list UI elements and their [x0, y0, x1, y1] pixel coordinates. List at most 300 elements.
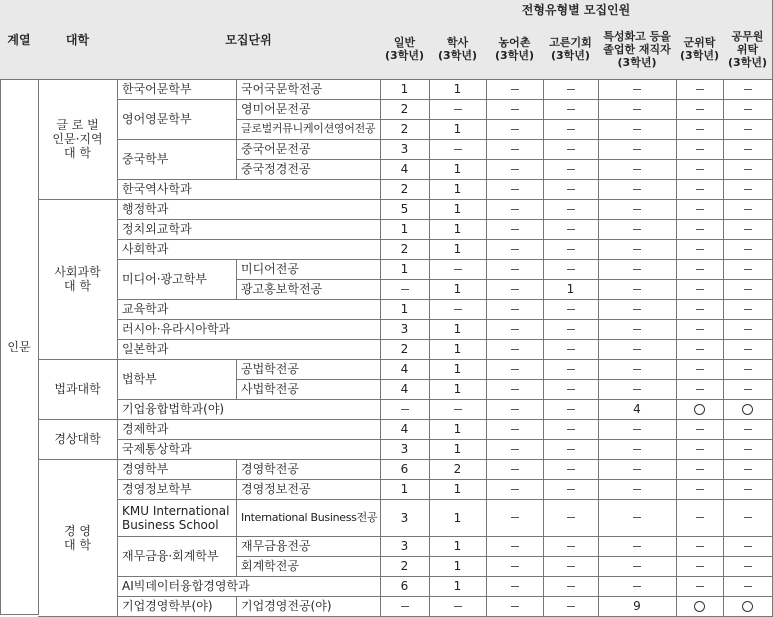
dash-mark — [511, 586, 519, 587]
value-r13-c5 — [676, 339, 724, 360]
value-r10-c1-text: 1 — [453, 282, 462, 296]
value-r23-c2 — [486, 556, 544, 577]
value-r13-c1 — [429, 339, 487, 360]
dash-mark — [567, 546, 575, 547]
value-r6-c6 — [723, 199, 773, 220]
major-20-text: 경영정보전공 — [241, 482, 311, 496]
dept-13 — [117, 339, 381, 360]
value-r6-c4 — [598, 199, 677, 220]
dash-mark — [511, 349, 519, 350]
dash-mark — [511, 329, 519, 330]
value-r16-c2 — [486, 399, 544, 420]
dash-mark — [567, 189, 575, 190]
dash-mark — [633, 586, 641, 587]
value-r19-c1-text: 2 — [453, 462, 462, 476]
dash-mark — [744, 429, 752, 430]
value-r15-c3 — [543, 379, 599, 400]
value-r7-c0 — [380, 219, 430, 240]
dash-mark — [744, 89, 752, 90]
value-r11-c2 — [486, 299, 544, 320]
dept-6 — [117, 199, 381, 220]
value-r17-c3 — [543, 419, 599, 440]
header-col-3-text: 고른기회 (3학년) — [549, 36, 592, 62]
dash-mark — [454, 109, 462, 110]
dept-13-text: 일본학과 — [122, 342, 169, 356]
value-r9-c3 — [543, 259, 599, 280]
value-r16-c1 — [429, 399, 487, 420]
value-r11-c3 — [543, 299, 599, 320]
value-r12-c4 — [598, 319, 677, 340]
value-r22-c3 — [543, 536, 599, 557]
dash-mark — [567, 249, 575, 250]
dept-8-text: 사회학과 — [122, 242, 169, 256]
dash-mark — [454, 149, 462, 150]
dash-mark — [454, 309, 462, 310]
value-r18-c3 — [543, 439, 599, 460]
value-r19-c5 — [676, 459, 724, 480]
value-r4-c4 — [598, 159, 677, 180]
dept-0 — [117, 79, 237, 100]
value-r24-c6 — [723, 576, 773, 597]
dash-mark — [744, 109, 752, 110]
value-r10-c3 — [543, 279, 599, 300]
value-r18-c0-text: 3 — [400, 442, 409, 456]
value-r12-c6 — [723, 319, 773, 340]
value-r7-c2 — [486, 219, 544, 240]
value-r19-c2 — [486, 459, 544, 480]
dept-8 — [117, 239, 381, 260]
dash-mark — [744, 329, 752, 330]
value-r15-c1 — [429, 379, 487, 400]
major-19 — [236, 459, 381, 480]
dash-mark — [511, 566, 519, 567]
value-r2-c5 — [676, 119, 724, 140]
value-r10-c2 — [486, 279, 544, 300]
value-r22-c4 — [598, 536, 677, 557]
dash-mark — [567, 429, 575, 430]
dept-9 — [117, 259, 237, 300]
value-r8-c1 — [429, 239, 487, 260]
value-r17-c6 — [723, 419, 773, 440]
college-3-text: 경상대학 — [54, 432, 101, 446]
major-3 — [236, 139, 381, 160]
value-r19-c4 — [598, 459, 677, 480]
circle-mark — [742, 404, 753, 415]
value-r12-c0-text: 3 — [400, 322, 409, 336]
value-r2-c6 — [723, 119, 773, 140]
value-r20-c4 — [598, 479, 677, 500]
value-r19-c6 — [723, 459, 773, 480]
dash-mark — [696, 489, 704, 490]
value-r16-c5 — [676, 399, 724, 420]
header-col-0 — [380, 19, 430, 80]
value-r7-c3 — [543, 219, 599, 240]
dash-mark — [567, 229, 575, 230]
value-r1-c1 — [429, 99, 487, 120]
circle-mark — [694, 601, 705, 612]
value-r22-c0-text: 3 — [400, 539, 409, 553]
dash-mark — [511, 409, 519, 410]
dash-mark — [633, 449, 641, 450]
value-r19-c0-text: 6 — [400, 462, 409, 476]
value-r22-c2 — [486, 536, 544, 557]
value-r12-c1 — [429, 319, 487, 340]
value-r23-c1 — [429, 556, 487, 577]
major-1-text: 영미어문전공 — [241, 102, 311, 116]
value-r12-c3 — [543, 319, 599, 340]
value-r21-c6 — [723, 499, 773, 537]
major-14 — [236, 359, 381, 380]
value-r19-c1 — [429, 459, 487, 480]
value-r3-c0 — [380, 139, 430, 160]
value-r15-c0 — [380, 379, 430, 400]
value-r8-c0-text: 2 — [400, 242, 409, 256]
value-r10-c4 — [598, 279, 677, 300]
dash-mark — [696, 109, 704, 110]
dash-mark — [696, 289, 704, 290]
dash-mark — [567, 149, 575, 150]
value-r14-c1-text: 1 — [453, 362, 462, 376]
dash-mark — [744, 517, 752, 518]
header-col-6 — [723, 19, 773, 80]
value-r0-c1-text: 1 — [453, 82, 462, 96]
value-r5-c6 — [723, 179, 773, 200]
dept-24-text: AI빅데이터융합경영학과 — [122, 579, 250, 593]
dash-mark — [633, 369, 641, 370]
value-r23-c1-text: 1 — [453, 559, 462, 573]
dash-mark — [633, 249, 641, 250]
dept-24 — [117, 576, 381, 597]
dash-mark — [511, 469, 519, 470]
value-r16-c6 — [723, 399, 773, 420]
value-r13-c4 — [598, 339, 677, 360]
value-r11-c6 — [723, 299, 773, 320]
dash-mark — [696, 349, 704, 350]
dept-17-text: 경제학과 — [122, 422, 169, 436]
value-r24-c3 — [543, 576, 599, 597]
dash-mark — [511, 209, 519, 210]
dash-mark — [696, 189, 704, 190]
dash-mark — [744, 249, 752, 250]
dash-mark — [633, 566, 641, 567]
value-r6-c5 — [676, 199, 724, 220]
value-r6-c0-text: 5 — [400, 202, 409, 216]
dash-mark — [454, 409, 462, 410]
header-col-4 — [598, 19, 677, 80]
dash-mark — [696, 89, 704, 90]
dept-14 — [117, 359, 237, 400]
dash-mark — [567, 489, 575, 490]
dash-mark — [511, 109, 519, 110]
dash-mark — [696, 389, 704, 390]
value-r12-c5 — [676, 319, 724, 340]
dash-mark — [696, 149, 704, 150]
value-r22-c1 — [429, 536, 487, 557]
value-r2-c1-text: 1 — [453, 122, 462, 136]
dash-mark — [744, 489, 752, 490]
major-0-text: 국어국문학전공 — [241, 82, 323, 96]
dept-7-text: 정치외교학과 — [122, 222, 192, 236]
value-r10-c5 — [676, 279, 724, 300]
dept-21-text: KMU International Business School — [122, 503, 230, 532]
value-r9-c4 — [598, 259, 677, 280]
dash-mark — [567, 309, 575, 310]
value-r8-c2 — [486, 239, 544, 260]
value-r11-c1 — [429, 299, 487, 320]
value-r20-c3 — [543, 479, 599, 500]
header-col-2-text: 농어촌 (3학년) — [495, 36, 534, 62]
value-r15-c2 — [486, 379, 544, 400]
value-r9-c0 — [380, 259, 430, 280]
value-r21-c5 — [676, 499, 724, 537]
dash-mark — [511, 429, 519, 430]
dash-mark — [401, 409, 409, 410]
value-r10-c6 — [723, 279, 773, 300]
dept-21 — [117, 499, 237, 537]
value-r18-c0 — [380, 439, 430, 460]
major-4-text: 중국정경전공 — [241, 162, 311, 176]
value-r18-c1 — [429, 439, 487, 460]
value-r0-c0 — [380, 79, 430, 100]
dash-mark — [696, 209, 704, 210]
gyeyeol-cell-text: 인문 — [7, 339, 31, 354]
value-r1-c6 — [723, 99, 773, 120]
value-r13-c1-text: 1 — [453, 342, 462, 356]
value-r20-c1-text: 1 — [453, 482, 462, 496]
header-col-0-text: 일반 (3학년) — [385, 36, 424, 62]
value-r16-c4 — [598, 399, 677, 420]
value-r7-c6 — [723, 219, 773, 240]
dept-17 — [117, 419, 381, 440]
header-col-5-text: 군위탁 (3학년) — [680, 36, 719, 62]
dash-mark — [567, 606, 575, 607]
value-r13-c6 — [723, 339, 773, 360]
dash-mark — [633, 189, 641, 190]
dash-mark — [567, 409, 575, 410]
college-0-text: 글 로 벌 인문·지역 대 학 — [52, 118, 103, 160]
dash-mark — [744, 586, 752, 587]
dash-mark — [567, 89, 575, 90]
dash-mark — [744, 349, 752, 350]
dash-mark — [633, 489, 641, 490]
dash-mark — [696, 249, 704, 250]
dash-mark — [633, 389, 641, 390]
value-r13-c0-text: 2 — [400, 342, 409, 356]
value-r4-c1-text: 1 — [453, 162, 462, 176]
value-r11-c0 — [380, 299, 430, 320]
value-r14-c3 — [543, 359, 599, 380]
value-r1-c5 — [676, 99, 724, 120]
major-23-text: 회계학전공 — [241, 559, 299, 573]
value-r24-c4 — [598, 576, 677, 597]
dept-3-text: 중국학부 — [122, 152, 169, 166]
value-r17-c2 — [486, 419, 544, 440]
dept-1 — [117, 99, 237, 140]
value-r23-c4 — [598, 556, 677, 577]
major-1 — [236, 99, 381, 120]
major-15-text: 사법학전공 — [241, 382, 299, 396]
value-r5-c5 — [676, 179, 724, 200]
dash-mark — [633, 289, 641, 290]
major-21-text: International Business전공 — [241, 510, 378, 524]
value-r15-c1-text: 1 — [453, 382, 462, 396]
dash-mark — [696, 329, 704, 330]
dash-mark — [633, 546, 641, 547]
value-r17-c5 — [676, 419, 724, 440]
major-0 — [236, 79, 381, 100]
dash-mark — [567, 269, 575, 270]
dash-mark — [696, 586, 704, 587]
value-r2-c0-text: 2 — [400, 122, 409, 136]
dash-mark — [511, 489, 519, 490]
value-r3-c5 — [676, 139, 724, 160]
major-23 — [236, 556, 381, 577]
dash-mark — [633, 349, 641, 350]
value-r24-c1 — [429, 576, 487, 597]
dash-mark — [633, 229, 641, 230]
value-r3-c4 — [598, 139, 677, 160]
dept-14-text: 법학부 — [122, 372, 157, 386]
value-r0-c2 — [486, 79, 544, 100]
value-r21-c3 — [543, 499, 599, 537]
value-r1-c4 — [598, 99, 677, 120]
value-r12-c0 — [380, 319, 430, 340]
value-r25-c4-text: 9 — [633, 599, 641, 613]
major-15 — [236, 379, 381, 400]
value-r19-c3 — [543, 459, 599, 480]
value-r24-c0-text: 6 — [400, 579, 409, 593]
value-r9-c0-text: 1 — [400, 262, 409, 276]
value-r14-c0 — [380, 359, 430, 380]
dash-mark — [696, 449, 704, 450]
dash-mark — [633, 469, 641, 470]
dash-mark — [567, 469, 575, 470]
value-r11-c4 — [598, 299, 677, 320]
dash-mark — [633, 109, 641, 110]
value-r19-c0 — [380, 459, 430, 480]
value-r6-c0 — [380, 199, 430, 220]
value-r18-c6 — [723, 439, 773, 460]
dash-mark — [511, 169, 519, 170]
header-col-3 — [543, 19, 599, 80]
dash-mark — [511, 517, 519, 518]
college-0 — [38, 79, 118, 200]
value-r22-c5 — [676, 536, 724, 557]
major-22 — [236, 536, 381, 557]
value-r0-c0-text: 1 — [400, 82, 409, 96]
dash-mark — [633, 329, 641, 330]
major-2-text: 글로벌커뮤니케이션영어전공 — [241, 122, 376, 135]
major-9-text: 미디어전공 — [241, 262, 299, 276]
dash-mark — [696, 566, 704, 567]
value-r0-c4 — [598, 79, 677, 100]
value-r16-c4-text: 4 — [633, 402, 641, 416]
dept-1-text: 영어영문학부 — [122, 112, 192, 126]
dash-mark — [633, 89, 641, 90]
value-r11-c5 — [676, 299, 724, 320]
value-r13-c2 — [486, 339, 544, 360]
circle-mark — [742, 601, 753, 612]
value-r1-c0 — [380, 99, 430, 120]
value-r5-c1 — [429, 179, 487, 200]
value-r22-c1-text: 1 — [453, 539, 462, 553]
dash-mark — [744, 449, 752, 450]
value-r10-c3-text: 1 — [566, 282, 575, 296]
header-col-1 — [429, 19, 487, 80]
value-r0-c1 — [429, 79, 487, 100]
value-r2-c0 — [380, 119, 430, 140]
header-col-4-text: 특성화고 등을 졸업한 재직자 (3학년) — [603, 29, 671, 69]
value-r0-c5 — [676, 79, 724, 100]
dash-mark — [511, 269, 519, 270]
value-r17-c1 — [429, 419, 487, 440]
value-r8-c5 — [676, 239, 724, 260]
value-r6-c2 — [486, 199, 544, 220]
dash-mark — [744, 229, 752, 230]
value-r2-c4 — [598, 119, 677, 140]
value-r24-c2 — [486, 576, 544, 597]
dash-mark — [511, 129, 519, 130]
value-r14-c2 — [486, 359, 544, 380]
college-1 — [38, 199, 118, 360]
dept-6-text: 행정학과 — [122, 202, 169, 216]
value-r14-c0-text: 4 — [400, 362, 409, 376]
dash-mark — [744, 189, 752, 190]
value-r21-c2 — [486, 499, 544, 537]
dash-mark — [744, 566, 752, 567]
dash-mark — [567, 449, 575, 450]
value-r10-c1 — [429, 279, 487, 300]
value-r5-c1-text: 1 — [453, 182, 462, 196]
value-r20-c2 — [486, 479, 544, 500]
dash-mark — [633, 269, 641, 270]
dept-12 — [117, 319, 381, 340]
value-r0-c6 — [723, 79, 773, 100]
value-r15-c5 — [676, 379, 724, 400]
dash-mark — [696, 169, 704, 170]
dash-mark — [511, 149, 519, 150]
dash-mark — [567, 169, 575, 170]
dept-20-text: 경영정보학부 — [122, 482, 192, 496]
dept-19 — [117, 459, 237, 480]
value-r22-c6 — [723, 536, 773, 557]
value-r18-c5 — [676, 439, 724, 460]
dash-mark — [696, 429, 704, 430]
major-3-text: 중국어문전공 — [241, 142, 311, 156]
value-r11-c0-text: 1 — [400, 302, 409, 316]
value-r4-c6 — [723, 159, 773, 180]
major-20 — [236, 479, 381, 500]
value-r14-c6 — [723, 359, 773, 380]
header-gyeyeol-text: 계열 — [7, 32, 31, 47]
value-r24-c0 — [380, 576, 430, 597]
dash-mark — [633, 129, 641, 130]
major-10 — [236, 279, 381, 300]
dash-mark — [744, 546, 752, 547]
dash-mark — [696, 309, 704, 310]
value-r23-c0 — [380, 556, 430, 577]
value-r9-c1 — [429, 259, 487, 280]
value-r13-c0 — [380, 339, 430, 360]
dept-5-text: 한국역사학과 — [122, 182, 192, 196]
value-r16-c0 — [380, 399, 430, 420]
value-r1-c2 — [486, 99, 544, 120]
dash-mark — [511, 229, 519, 230]
college-3 — [38, 419, 118, 460]
dash-mark — [567, 369, 575, 370]
dash-mark — [633, 169, 641, 170]
value-r9-c2 — [486, 259, 544, 280]
